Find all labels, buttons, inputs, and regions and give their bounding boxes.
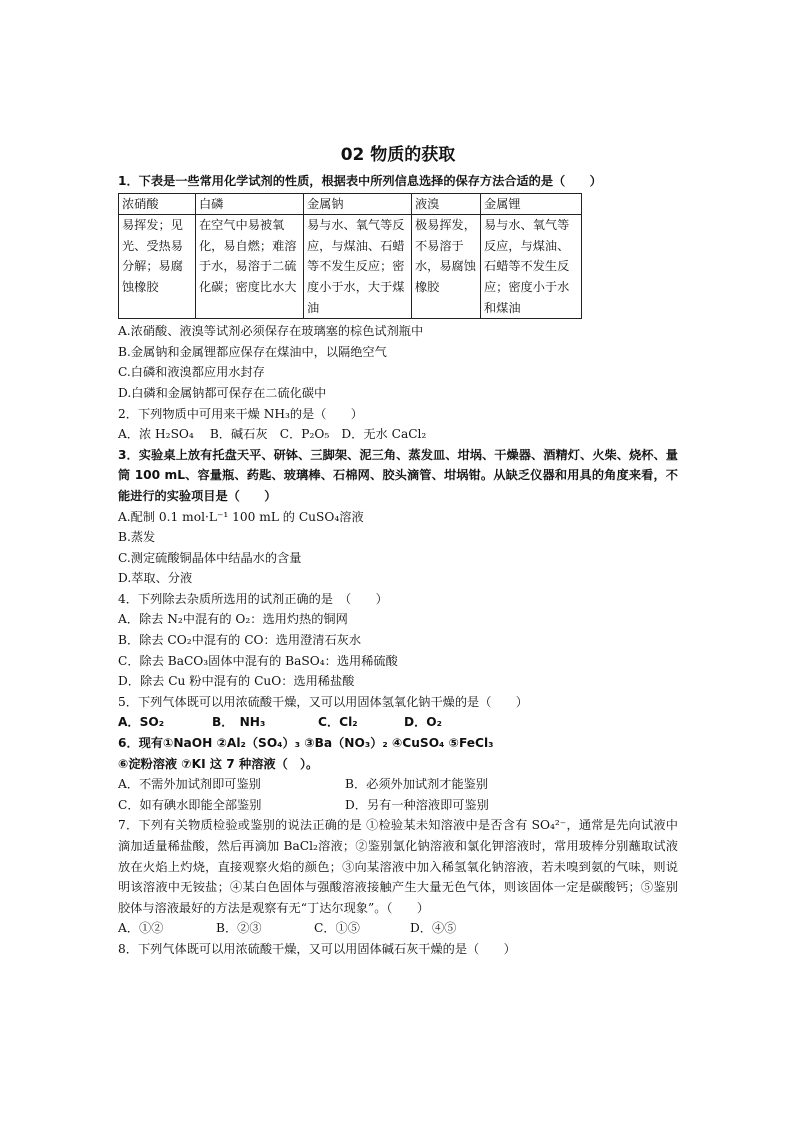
q5-option-a: A．SO₂ <box>118 715 165 730</box>
q7-option-d: D．④⑤ <box>410 921 457 936</box>
table-header-cell: 液溴 <box>412 193 481 215</box>
q3-option-c: C.测定硫酸铜晶体中结晶水的含量 <box>118 550 302 565</box>
q5-option-c: C．Cl₂ <box>318 715 358 730</box>
worksheet <box>118 140 678 960</box>
q6-options-row1 <box>118 774 678 795</box>
q4-option-d: D．除去 Cu 粉中混有的 CuO：选用稀盐酸 <box>118 674 355 689</box>
q1-option-d: D.白磷和金属钠都可保存在二硫化碳中 <box>118 385 327 400</box>
q6-option-b: B．必须外加试剂才能鉴别 <box>345 777 489 792</box>
q7-options <box>118 918 678 939</box>
q1-option-c: C.白磷和液溴都应用水封存 <box>118 365 265 380</box>
q1-option-b: B.金属钠和金属锂都应保存在煤油中，以隔绝空气 <box>118 344 387 359</box>
table-row <box>119 215 582 319</box>
q3-option-b: B.蒸发 <box>118 530 156 545</box>
q4-option-a: A．除去 N₂中混有的 O₂：选用灼热的铜网 <box>118 612 348 627</box>
q7-option-b: B．②③ <box>216 921 262 936</box>
q6-option-a: A．不需外加试剂即可鉴别 <box>118 777 261 792</box>
q3-stem: 3．实验桌上放有托盘天平、研钵、三脚架、泥三角、蒸发皿、坩埚、干燥器、酒精灯、火柴、烧杯、量筒 100 mL、容量瓶、药匙、玻璃棒、石棉网、胶头滴管、坩埚钳。从缺乏仪器和用具的角度来看，不能进行的实验项目是（ ） <box>118 447 678 503</box>
q1-option-a: A.浓硝酸、液溴等试剂必须保存在玻璃塞的棕色试剂瓶中 <box>118 324 424 339</box>
q2-options: A．浓 H₂SO₄ B．碱石灰 C．P₂O₅ D．无水 CaCl₂ <box>118 427 427 442</box>
q6-options-row2 <box>118 795 678 816</box>
q8-stem: 8．下列气体既可以用浓硫酸干燥，又可以用固体碱石灰干燥的是（ ） <box>118 941 516 956</box>
q7-option-c: C．①⑤ <box>314 921 360 936</box>
q1-property-table <box>118 193 582 320</box>
table-cell: 极易挥发，不易溶于水，易腐蚀橡胶 <box>412 215 481 319</box>
q4-option-b: B．除去 CO₂中混有的 CO：选用澄清石灰水 <box>118 633 362 648</box>
table-cell: 易与水、氧气等反应，与煤油、石蜡等不发生反应；密度小于水和煤油 <box>481 215 582 319</box>
table-cell: 易挥发；见光、受热易分解；易腐蚀橡胶 <box>119 215 196 319</box>
table-header-row <box>119 193 582 215</box>
table-cell: 易与水、氧气等反应，与煤油、石蜡等不发生反应；密度小于水，大于煤油 <box>304 215 412 319</box>
q5-stem: 5．下列气体既可以用浓硫酸干燥，又可以用固体氢氧化钠干燥的是（ ） <box>118 694 528 709</box>
table-header-cell: 浓硝酸 <box>119 193 196 215</box>
table-header-cell: 金属锂 <box>481 193 582 215</box>
q3-option-d: D.萃取、分液 <box>118 571 193 586</box>
q5-options <box>118 712 678 733</box>
table-header-cell: 白磷 <box>196 193 304 215</box>
q6-stem-line1: 6．现有①NaOH ②Al₂（SO₄）₃ ③Ba（NO₃）₂ ④CuSO₄ ⑤FeCl₃ <box>118 736 494 751</box>
q7-stem: 7．下列有关物质检验或鉴别的说法正确的是 ①检验某未知溶液中是否含有 SO₄²⁻，通常是先向试液中滴加适量稀盐酸，然后再滴加 BaCl₂溶液；②鉴别氯化钠溶液和氯化钾溶液时，常用玻棒分别蘸取试液放在火焰上灼烧，直接观察火焰的颜色；③向某溶液中加入稀氢氧化钠溶液，若未嗅到氨的气味，则说明该溶液中无铵盐；④某白色固体与强酸溶液接触产生大量无色气体，则该固体一定是碳酸钙；⑤鉴别胶体与溶液最好的方法是观察有无“丁达尔现象”。（ ） <box>118 818 678 915</box>
q1-stem <box>118 171 678 192</box>
q5-option-b: B． NH₃ <box>212 715 266 730</box>
q5-option-d: D．O₂ <box>404 715 443 730</box>
q6-option-c: C．如有碘水即能全部鉴别 <box>118 797 262 812</box>
q4-option-c: C．除去 BaCO₃固体中混有的 BaSO₄：选用稀硫酸 <box>118 653 398 668</box>
page-title: 02 物质的获取 <box>340 145 456 165</box>
q3-option-a: A.配制 0.1 mol·L⁻¹ 100 mL 的 CuSO₄溶液 <box>118 509 364 524</box>
q7-option-a: A．①② <box>118 921 164 936</box>
q2-stem: 2．下列物质中可用来干燥 NH₃的是（ ） <box>118 406 363 421</box>
q6-option-d: D．另有一种溶液即可鉴别 <box>345 797 489 812</box>
q4-stem: 4．下列除去杂质所选用的试剂正确的是 （ ） <box>118 591 388 606</box>
q1-stem-text: 1．下表是一些常用化学试剂的性质，根据表中所列信息选择的保存方法合适的是（ ） <box>118 174 602 188</box>
table-cell: 在空气中易被氧化，易自燃；难溶于水，易溶于二硫化碳；密度比水大 <box>196 215 304 319</box>
table-header-cell: 金属钠 <box>304 193 412 215</box>
q6-stem-line2: ⑥淀粉溶液 ⑦KI 这 7 种溶液（ ）。 <box>118 756 319 771</box>
